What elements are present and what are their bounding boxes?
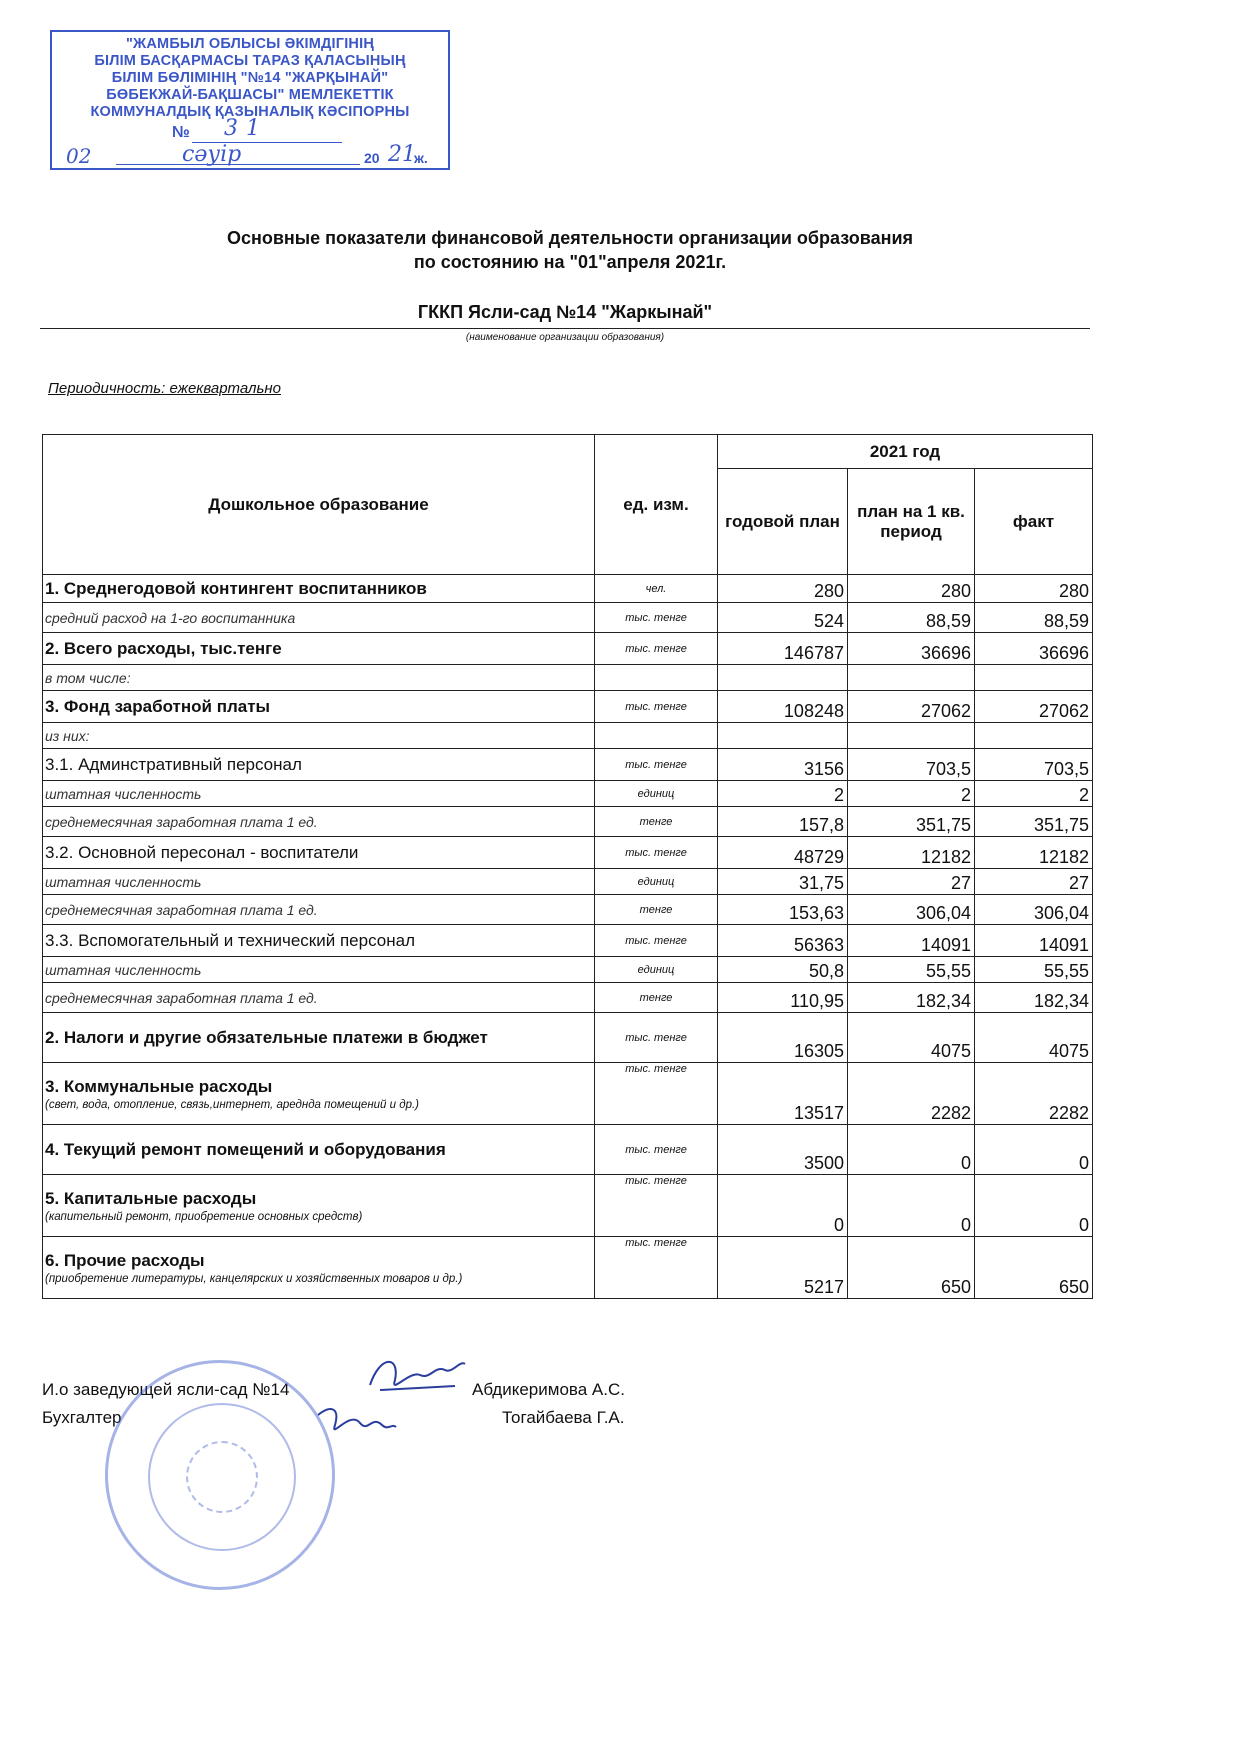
row-value-annual: 5217 [718,1237,848,1299]
row-label: в том числе: [45,669,131,686]
row-unit: тенге [595,807,718,837]
stamp-month: сәуір [182,142,242,167]
table-row [43,925,1093,957]
row-value-q1: 55,55 [848,957,975,983]
row-value-annual: 3156 [718,749,848,781]
row-label: среднемесячная заработная плата 1 ед. [45,813,318,830]
header-year: 2021 год [718,435,1093,469]
row-label-cell [43,807,595,837]
row-unit: тенге [595,895,718,925]
periodicity: Периодичность: ежеквартально [48,380,281,397]
table-row [43,575,1093,603]
table-row [43,691,1093,723]
row-value-fact [975,723,1093,749]
row-unit: тыс. тенге [595,749,718,781]
row-value-fact: 351,75 [975,807,1093,837]
row-label-cell [43,1063,595,1125]
row-value-annual: 50,8 [718,957,848,983]
row-label: 1. Среднегодовой контингент воспитанников [45,578,427,598]
row-label-cell [43,749,595,781]
row-value-q1: 650 [848,1237,975,1299]
row-label-cell [43,869,595,895]
row-value-q1: 88,59 [848,603,975,633]
table-row [43,723,1093,749]
row-value-q1: 27062 [848,691,975,723]
row-unit: тыс. тенге [595,1013,718,1063]
row-unit: тыс. тенге [595,1125,718,1175]
stamp-line-5: КОММУНАЛДЫҚ ҚАЗЫНАЛЫҚ КӘСІПОРНЫ [90,104,410,120]
table-row [43,633,1093,665]
row-label-cell [43,925,595,957]
row-value-annual: 31,75 [718,869,848,895]
row-unit: единиц [595,957,718,983]
row-value-fact: 182,34 [975,983,1093,1013]
row-label: штатная численность [45,961,202,978]
row-value-q1: 14091 [848,925,975,957]
row-value-annual: 3500 [718,1125,848,1175]
table-row [43,895,1093,925]
organization-underline [40,328,1090,329]
row-unit: тенге [595,983,718,1013]
row-value-annual: 2 [718,781,848,807]
row-label-cell [43,691,595,723]
stamp-year-value: 21 [388,142,416,167]
row-value-annual: 146787 [718,633,848,665]
row-value-fact: 88,59 [975,603,1093,633]
row-value-q1: 0 [848,1125,975,1175]
stamp-line-2: БІЛІМ БАСҚАРМАСЫ ТАРАЗ ҚАЛАСЫНЫҢ [94,53,406,69]
table-row [43,957,1093,983]
row-label-cell [43,1237,595,1299]
row-value-annual: 48729 [718,837,848,869]
row-sublabel: (свет, вода, отопление, связь,интернет, ареднда помещений и др.) [45,1098,420,1111]
header-q1-plan: план на 1 кв. период [848,469,975,575]
row-value-q1: 0 [848,1175,975,1237]
stamp-year-suffix: ж. [414,150,428,166]
row-label: 3.3. Вспомогательный и технический персонал [45,930,415,950]
stamp-number-value: 31 [224,116,268,141]
row-label: 3.2. Основной пересонал - воспитатели [45,842,359,862]
row-label: 2. Налоги и другие обязательные платежи в бюджет [45,1027,488,1047]
row-label-cell [43,895,595,925]
row-value-q1: 280 [848,575,975,603]
row-label: 3.1. Админстративный персонал [45,754,302,774]
row-label: штатная численность [45,785,202,802]
stamp-line-4: БӨБЕКЖАЙ-БАҚШАСЫ" МЕМЛЕКЕТТІК [106,87,394,103]
row-label: 3. Фонд заработной платы [45,696,271,716]
row-value-fact: 14091 [975,925,1093,957]
row-unit: тыс. тенге [595,1175,718,1237]
table-row [43,983,1093,1013]
row-label: средний расход на 1-го воспитанника [45,609,296,626]
row-value-fact: 27062 [975,691,1093,723]
stamp-year-prefix: 20 [364,150,380,166]
row-sublabel: (капительный ремонт, приобретение основных средств) [45,1210,363,1223]
row-value-q1: 703,5 [848,749,975,781]
table-row [43,1125,1093,1175]
row-label-cell [43,983,595,1013]
row-value-q1: 2 [848,781,975,807]
row-sublabel: (приобретение литературы, канцелярских и хозяйственных товаров и др.) [45,1272,463,1285]
row-unit: единиц [595,869,718,895]
row-value-fact: 703,5 [975,749,1093,781]
row-unit: тыс. тенге [595,691,718,723]
row-value-q1 [848,665,975,691]
table-body [43,575,1093,1299]
registration-stamp [50,30,450,170]
header-annual-plan: годовой план [718,469,848,575]
header-section: Дошкольное образование [43,435,595,575]
row-unit: тыс. тенге [595,1237,718,1299]
row-label: 3. Коммунальные расходы [45,1076,273,1096]
row-unit: тыс. тенге [595,1063,718,1125]
row-label-cell [43,723,595,749]
row-value-annual [718,665,848,691]
row-value-fact: 55,55 [975,957,1093,983]
stamp-line-3: БІЛІМ БӨЛІМІНІҢ "№14 "ЖАРҚЫНАЙ" [111,70,389,86]
row-value-annual: 108248 [718,691,848,723]
table-row [43,869,1093,895]
table-row [43,837,1093,869]
row-label-cell [43,957,595,983]
table-row [43,665,1093,691]
table-row [43,1237,1093,1299]
row-value-q1 [848,723,975,749]
row-value-fact: 12182 [975,837,1093,869]
row-unit: тыс. тенге [595,603,718,633]
row-value-fact: 306,04 [975,895,1093,925]
row-value-fact: 4075 [975,1013,1093,1063]
row-label: среднемесячная заработная плата 1 ед. [45,901,318,918]
row-label: 4. Текущий ремонт помещений и оборудования [45,1139,446,1159]
row-label: 5. Капитальные расходы [45,1188,257,1208]
header-fact: факт [975,469,1093,575]
row-label: 2. Всего расходы, тыс.тенге [45,638,282,658]
row-label-cell [43,1125,595,1175]
table-row [43,749,1093,781]
row-unit [595,723,718,749]
signature-role-head: И.о заведующей ясли-сад №14 [42,1380,290,1399]
row-label-cell [43,575,595,603]
stamp-date-underline [116,164,360,165]
row-value-fact [975,665,1093,691]
row-value-q1: 306,04 [848,895,975,925]
row-value-annual: 524 [718,603,848,633]
row-value-fact: 2282 [975,1063,1093,1125]
row-value-fact: 2 [975,781,1093,807]
row-unit: единиц [595,781,718,807]
organization-note: (наименование организации образования) [465,332,665,343]
row-value-fact: 280 [975,575,1093,603]
row-value-fact: 36696 [975,633,1093,665]
header-unit: ед. изм. [595,435,718,575]
row-unit: тыс. тенге [595,925,718,957]
table-row [43,1175,1093,1237]
row-value-q1: 12182 [848,837,975,869]
row-value-annual: 13517 [718,1063,848,1125]
row-value-q1: 2282 [848,1063,975,1125]
signature-role-accountant: Бухгалтер [42,1408,122,1427]
row-label-cell [43,1175,595,1237]
row-value-annual: 0 [718,1175,848,1237]
table-row [43,807,1093,837]
row-value-annual: 16305 [718,1013,848,1063]
row-unit: чел. [595,575,718,603]
row-value-q1: 182,34 [848,983,975,1013]
seal-emblem [186,1441,258,1513]
row-label-cell [43,603,595,633]
table-row [43,1013,1093,1063]
row-value-q1: 351,75 [848,807,975,837]
row-value-fact: 650 [975,1237,1093,1299]
table-row [43,1063,1093,1125]
table-row [43,603,1093,633]
financial-indicators-table [42,434,1093,1299]
row-label-cell [43,1013,595,1063]
organization-seal [105,1360,335,1590]
signature-name-accountant: Тогайбаева Г.А. [502,1408,625,1427]
row-label: штатная численность [45,873,202,890]
row-label-cell [43,781,595,807]
stamp-date-row [52,144,448,168]
table-row [43,781,1093,807]
row-value-q1: 27 [848,869,975,895]
row-value-q1: 4075 [848,1013,975,1063]
row-value-fact: 27 [975,869,1093,895]
stamp-number-label: № [172,124,190,141]
row-unit [595,665,718,691]
row-label: среднемесячная заработная плата 1 ед. [45,989,318,1006]
row-value-annual: 110,95 [718,983,848,1013]
stamp-day: 02 [66,144,92,168]
row-label-cell [43,633,595,665]
document-title-line-1: Основные показатели финансовой деятельности организации образования [226,228,914,248]
row-label: из них: [45,727,90,744]
row-value-annual: 153,63 [718,895,848,925]
row-label-cell [43,665,595,691]
row-unit: тыс. тенге [595,837,718,869]
document-title-line-2: по состоянию на "01"апреля 2021г. [413,252,727,272]
row-value-fact: 0 [975,1175,1093,1237]
signature-name-head: Абдикеримова А.С. [472,1380,625,1399]
row-label-cell [43,837,595,869]
row-value-annual: 56363 [718,925,848,957]
organization-name: ГККП Ясли-сад №14 "Жаркынай" [417,302,713,322]
stamp-line-1: "ЖАМБЫЛ ОБЛЫСЫ ӘКІМДІГІНІҢ [125,36,375,52]
row-value-fact: 0 [975,1125,1093,1175]
row-label: 6. Прочие расходы [45,1250,205,1270]
row-value-annual [718,723,848,749]
row-value-annual: 157,8 [718,807,848,837]
row-unit: тыс. тенге [595,633,718,665]
row-value-annual: 280 [718,575,848,603]
row-value-q1: 36696 [848,633,975,665]
